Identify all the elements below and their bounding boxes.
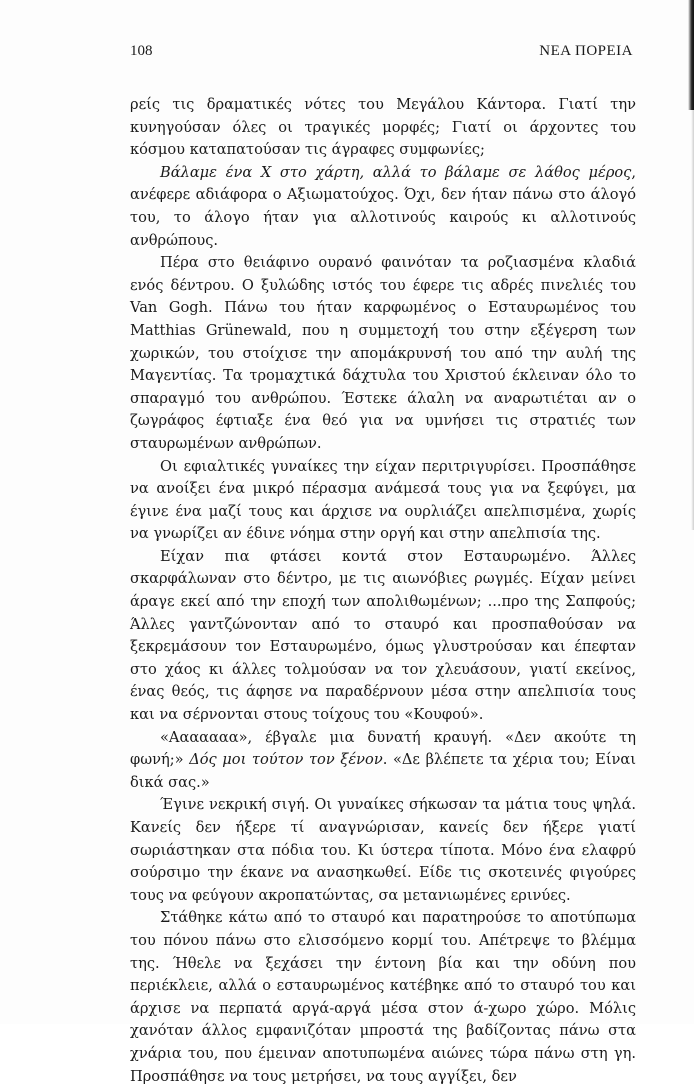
text-run: Πέρα στο θειάφινο ουρανό φαινόταν τα ροζιασμένα κλαδιά ενός δέντρου. Ο ξυλώδης ιστός του έφερε τις αδρές πινελιές του Van Gogh. Πάνω του ήταν καρφωμένος ο Εσταυρωμένος του Matthias Grünewald, που η συμμετοχή του στην εξέγερση των χωρικών, του στοίχισε την απομάκρυνσή του από την αυλή της Μαγεντίας. Τα τρομαχτικά δάχτυλα του Χριστού έκλειναν όλο το σπαραγμό του ανθρώπου. Έστεκε άλαλη να αναρωτιέται αν ο ζωγράφος έφτιαξε ένα θεό για να υμνήσει τις στρατιές των σταυρωμένων ανθρώπων.: [130, 254, 636, 452]
text-run: Είχαν πια φτάσει κοντά στον Εσταυρωμένο. Άλλες σκαρφάλωναν στο δέντρο, με τις αιωνόβιες ρωγμές. Είχαν μείνει άραγε εκεί από την εποχή των απολιθωμένων; ...προ της Σαπφούς; Άλλες γαντζώνονταν από το σταυρό και προσπαθούσαν να ξεκρεμάσουν τον Εσταυρωμένο, όμως γλυστρούσαν και έπεφταν στο χάος κι άλλες τολμούσαν να τον χλευάσουν, γιατί εκείνος, ένας θεός, τις άφησε να παραδέρνουν μέσα στην απελπισία τους και να σέρνονται στους τοίχους του «Κουφού».: [130, 547, 636, 724]
paragraph: [130, 794, 636, 907]
italic-text: Βάλαμε ένα Χ στο χάρτη, αλλά το βάλαμε σε λάθος μέρος: [160, 163, 632, 181]
paragraph: [130, 727, 636, 795]
body-text: [130, 94, 636, 1088]
page-header: [130, 43, 633, 63]
page-number: 108: [130, 43, 153, 59]
text-run: , ανέφερε αδιάφορα ο Αξιωματούχος. Όχι, δεν ήταν πάνω στο άλογό του, το άλογο ήταν για αλλοτινούς καιρούς κι αλλοτινούς ανθρώπους.: [130, 163, 636, 249]
text-run: . «Δε βλέπετε τα χέρια του; Είναι δικά σας.»: [130, 751, 637, 791]
paragraph: [130, 546, 636, 727]
running-title: ΝΕΑ ΠΟΡΕΙΑ: [539, 43, 633, 59]
page-edge-shadow: [688, 0, 694, 110]
paragraph: [130, 456, 636, 546]
text-run: Στάθηκε κάτω από το σταυρό και παρατηρούσε το αποτύπωμα του πόνου πάνω στο ελισσόμενο κορμί του. Απέτρεψε το βλέμμα της. Ήθελε να ξεχάσει την έντονη βία και την οδύνη που περιέκλειε, αλλά ο εσταυρωμένος κατέβηκε από το σταυρό του και άρχισε να περπατά αργά-αργά μέσα στον ά-χωρο χώρο. Μόλις χανόταν άλλος εμφανιζόταν μπροστά της βαδίζοντας πάνω στα χνάρια του, που έμειναν αποτυπωμένα αιώνες τώρα πάνω στη γη. Προσπάθησε να τους μετρήσει, να τους αγγίξει, δεν: [130, 909, 636, 1085]
text-run: Έγινε νεκρική σιγή. Οι γυναίκες σήκωσαν τα μάτια τους ψηλά. Κανείς δεν ήξερε τί αναγνώρισαν, κανείς δεν ήξερε γιατί σωριάστηκαν στα πόδια του. Κι ύστερα τίποτα. Μόνο ένα ελαφρύ σούρσιμο την έκανε να ανασηκωθεί. Είδε τις σκοτεινές φιγούρες τους να φεύγουν ακροπατώντας, σα μετανιωμένες ερινύες.: [130, 796, 636, 904]
italic-text: Δός μοι τούτον τον ξένον: [189, 751, 383, 769]
paragraph: [130, 907, 636, 1088]
text-run: «Ααααααα», έβγαλε μια δυνατή κραυγή. «Δεν ακούτε τη φωνή;»: [130, 728, 636, 769]
text-run: Οι εφιαλτικές γυναίκες την είχαν περιτριγυρίσει. Προσπάθησε να ανοίξει ένα μικρό πέρασμα ανάμεσά τους για να ξεφύγει, μα έγινε ένα μαζί τους και άρχισε να ουρλιάζει απελπισμένα, χωρίς να γνωρίζει αν έδινε νόημα στην οργή και στην απελπισία της.: [130, 457, 636, 543]
paragraph: [130, 162, 636, 252]
text-run: ρείς τις δραματικές νότες του Μεγάλου Κάντορα. Γιατί την κυνηγούσαν όλες οι τραγικές μορφές; Γιατί οι άρχοντες του κόσμου καταπατούσαν τις άγραφες συμφωνίες;: [130, 96, 636, 159]
paragraph: [130, 252, 636, 455]
paragraph: [130, 94, 636, 162]
